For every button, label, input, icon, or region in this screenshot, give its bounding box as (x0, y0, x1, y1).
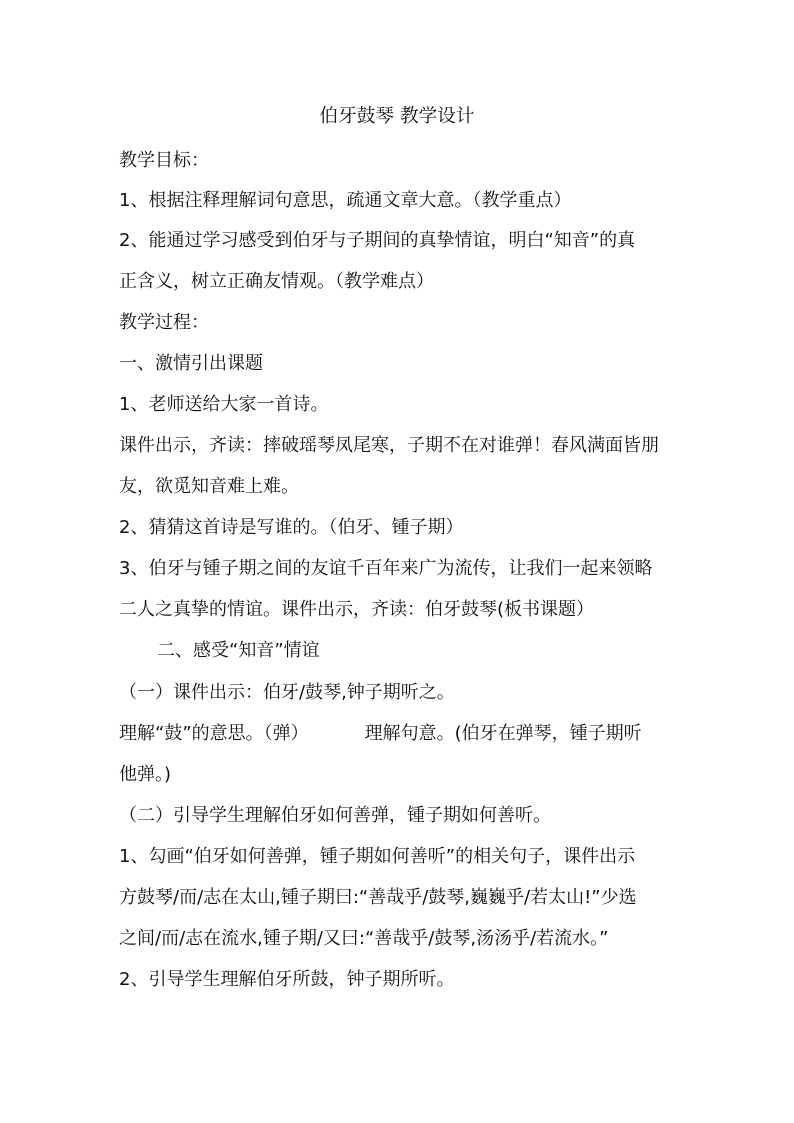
step-heading-2: 二、感受“知音”情谊 (157, 640, 320, 661)
subsection-1: （一）课件出示：伯牙/鼓琴,钟子期听之。 (119, 682, 455, 703)
meaning-gu: 理解“鼓”的意思。（弹） (119, 723, 309, 744)
paragraph-poem-line-1: 课件出示，齐读：摔破瑶琴凤尾寒，子期不在对谁弹！春风满面皆朋 (119, 435, 659, 456)
objective-1: 1、根据注释理解词句意思，疏通文章大意。（教学重点） (119, 190, 572, 211)
section-heading-process: 教学过程： (119, 312, 209, 333)
paragraph-poem-line-2: 友，欲觅知音难上难。 (119, 476, 299, 497)
paragraph-classical-line-1: 方鼓琴/而/志在太山,锺子期曰:“善哉乎/鼓琴,巍巍乎/若太山!”少选 (119, 887, 637, 908)
meaning-sentence: 理解句意。(伯牙在弹琴，锺子期听 (364, 723, 642, 744)
paragraph-mark-sentences: 1、勾画“伯牙如何善弹，锺子期如何善听”的相关句子，课件出示 (119, 846, 636, 867)
step-heading-1: 一、激情引出课题 (119, 353, 263, 374)
section-heading-objectives: 教学目标： (119, 150, 209, 171)
paragraph-poem-intro: 1、老师送给大家一首诗。 (119, 394, 329, 415)
paragraph-friendship-line-2: 二人之真挚的情谊。课件出示，齐读：伯牙鼓琴(板书课题） (119, 599, 595, 620)
paragraph-classical-line-2: 之间/而/志在流水,锺子期/又曰:“善哉乎/鼓琴,汤汤乎/若流水。” (119, 928, 609, 949)
objective-2-line-2: 正含义，树立正确友情观。（教学难点） (119, 271, 434, 292)
paragraph-guide-understanding: 2、引导学生理解伯牙所鼓，钟子期所听。 (119, 969, 455, 990)
paragraph-meaning-line-1 (119, 721, 642, 747)
subsection-2: （二）引导学生理解伯牙如何善弹，锺子期如何善听。 (119, 805, 551, 826)
paragraph-guess: 2、猜猜这首诗是写谁的。（伯牙、锺子期） (119, 517, 464, 538)
paragraph-friendship-line-1: 3、伯牙与锺子期之间的友谊千百年来广为流传，让我们一起来领略 (119, 558, 653, 579)
objective-2-line-1: 2、能通过学习感受到伯牙与子期间的真挚情谊，明白“知音”的真 (119, 230, 636, 251)
document-title: 伯牙鼓琴 教学设计 (319, 106, 475, 127)
paragraph-meaning-line-2: 他弹。) (119, 764, 172, 785)
